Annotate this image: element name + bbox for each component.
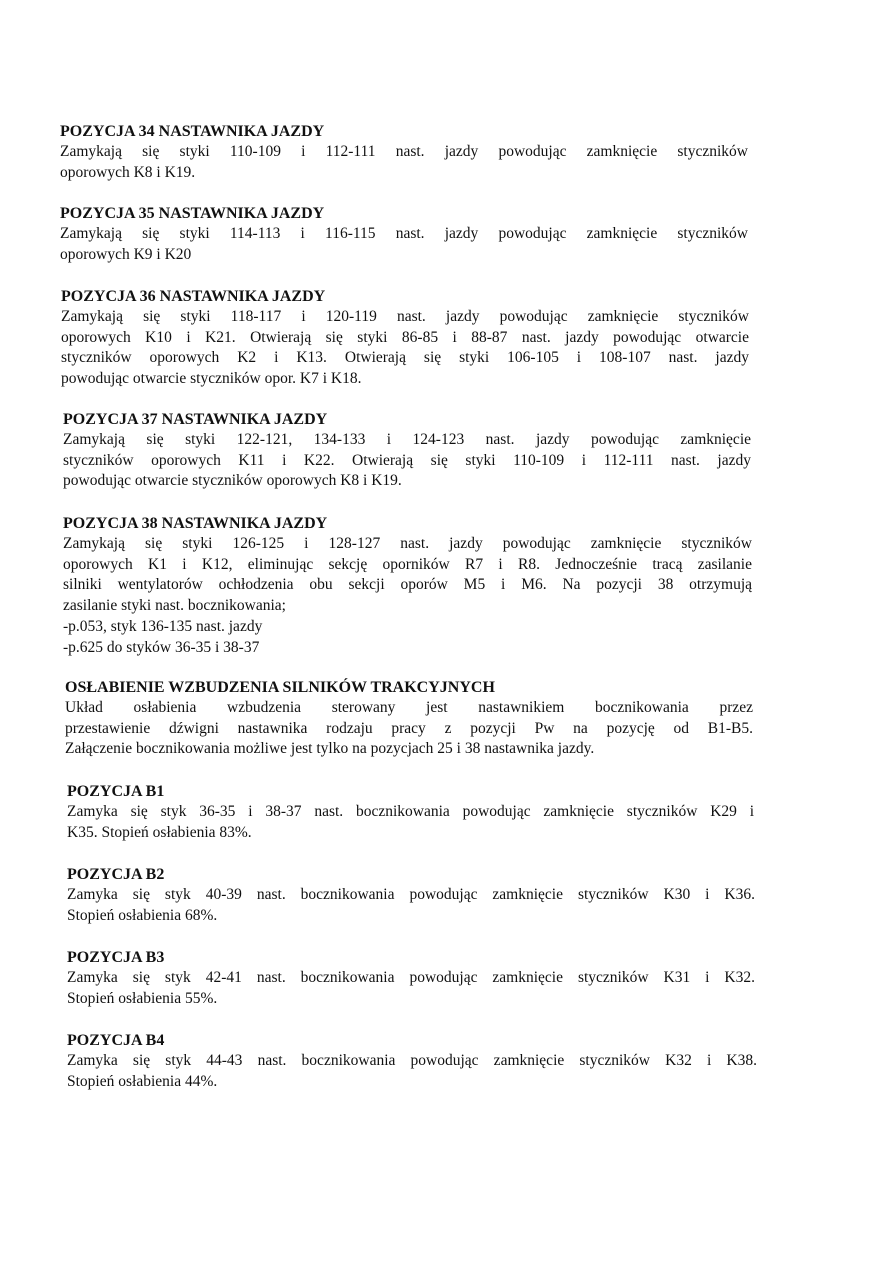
body-line: powodując otwarcie styczników opor. K7 i K18. — [61, 370, 362, 388]
body-line: K35. Stopień osłabienia 83%. — [67, 823, 252, 841]
section-pozycja-37 — [63, 409, 751, 492]
section-heading: POZYCJA 37 NASTAWNIKA JAZDY — [63, 411, 328, 428]
body-line: przestawienie dźwigni nastawnika rodzaju pracy z pozycji Pw na pozycję od B1-B5. — [65, 719, 753, 737]
body-line: Układ osłabienia wzbudzenia sterowany jest nastawnikiem bocznikowania przez — [65, 699, 753, 716]
body-line: Zamykają się styki 114-113 i 116-115 nast. jazdy powodując zamknięcie styczników — [60, 225, 748, 242]
section-heading: POZYCJA B3 — [67, 949, 165, 966]
section-pozycja-34 — [60, 121, 748, 183]
body-line: Zamyka się styk 44-43 nast. bocznikowania powodując zamknięcie styczników K32 i K38. — [67, 1052, 757, 1069]
section-heading: POZYCJA 36 NASTAWNIKA JAZDY — [61, 288, 326, 305]
body-line: styczników oporowych K11 i K22. Otwierają się styki 110-109 i 112-111 nast. jazdy — [63, 451, 751, 469]
body-line: powodując otwarcie styczników oporowych K8 i K19. — [63, 472, 402, 490]
body-line: Załączenie bocznikowania możliwe jest tylko na pozycjach 25 i 38 nastawnika jazdy. — [65, 740, 595, 758]
section-heading: POZYCJA 38 NASTAWNIKA JAZDY — [63, 515, 328, 532]
section-heading: POZYCJA 35 NASTAWNIKA JAZDY — [60, 205, 325, 222]
body-line: -p.625 do styków 36-35 i 38-37 — [63, 638, 260, 656]
body-line: oporowych K9 i K20 — [60, 245, 192, 263]
body-line: Stopień osłabienia 55%. — [67, 989, 218, 1007]
section-pozycja-b4 — [67, 1030, 757, 1092]
body-line: Stopień osłabienia 44%. — [67, 1072, 218, 1090]
section-heading: POZYCJA 34 NASTAWNIKA JAZDY — [60, 123, 325, 140]
section-heading: OSŁABIENIE WZBUDZENIA SILNIKÓW TRAKCYJNYCH — [65, 679, 495, 696]
body-line: oporowych K10 i K21. Otwierają się styki 86-85 i 88-87 nast. jazdy powodując otwarcie — [61, 328, 749, 346]
body-line: -p.053, styk 136-135 nast. jazdy — [63, 617, 263, 635]
body-line: Stopień osłabienia 68%. — [67, 906, 218, 924]
section-pozycja-36 — [61, 286, 749, 390]
section-pozycja-38 — [63, 513, 752, 658]
section-heading: POZYCJA B1 — [67, 783, 165, 800]
body-line: styczników oporowych K2 i K13. Otwierają się styki 106-105 i 108-107 nast. jazdy — [61, 349, 749, 367]
body-line: Zamykają się styki 126-125 i 128-127 nast. jazdy powodując zamknięcie styczników — [63, 535, 752, 552]
body-line: Zamykają się styki 118-117 i 120-119 nast. jazdy powodując zamknięcie styczników — [61, 308, 749, 325]
body-line: Zamyka się styk 36-35 i 38-37 nast. bocznikowania powodując zamknięcie styczników K29 i — [67, 803, 754, 820]
section-oslabienie-wzbudzenia — [65, 677, 753, 760]
section-pozycja-35 — [60, 203, 748, 265]
section-pozycja-b2 — [67, 864, 755, 926]
body-line: silniki wentylatorów ochłodzenia obu sekcji oporów M5 i M6. Na pozycji 38 otrzymują — [63, 576, 752, 594]
section-pozycja-b1 — [67, 781, 754, 843]
body-line: zasilanie styki nast. bocznikowania; — [63, 597, 286, 615]
section-heading: POZYCJA B2 — [67, 866, 165, 883]
body-line: Zamykają się styki 110-109 i 112-111 nast. jazdy powodując zamknięcie styczników — [60, 143, 748, 160]
body-line: oporowych K1 i K12, eliminując sekcję oporników R7 i R8. Jednocześnie tracą zasilanie — [63, 555, 752, 573]
body-line: Zamyka się styk 42-41 nast. bocznikowania powodując zamknięcie styczników K31 i K32. — [67, 969, 755, 986]
body-line: oporowych K8 i K19. — [60, 163, 196, 181]
body-line: Zamykają się styki 122-121, 134-133 i 124-123 nast. jazdy powodując zamknięcie — [63, 431, 751, 448]
section-pozycja-b3 — [67, 947, 755, 1009]
section-heading: POZYCJA B4 — [67, 1032, 165, 1049]
body-line: Zamyka się styk 40-39 nast. bocznikowania powodując zamknięcie styczników K30 i K36. — [67, 886, 755, 903]
